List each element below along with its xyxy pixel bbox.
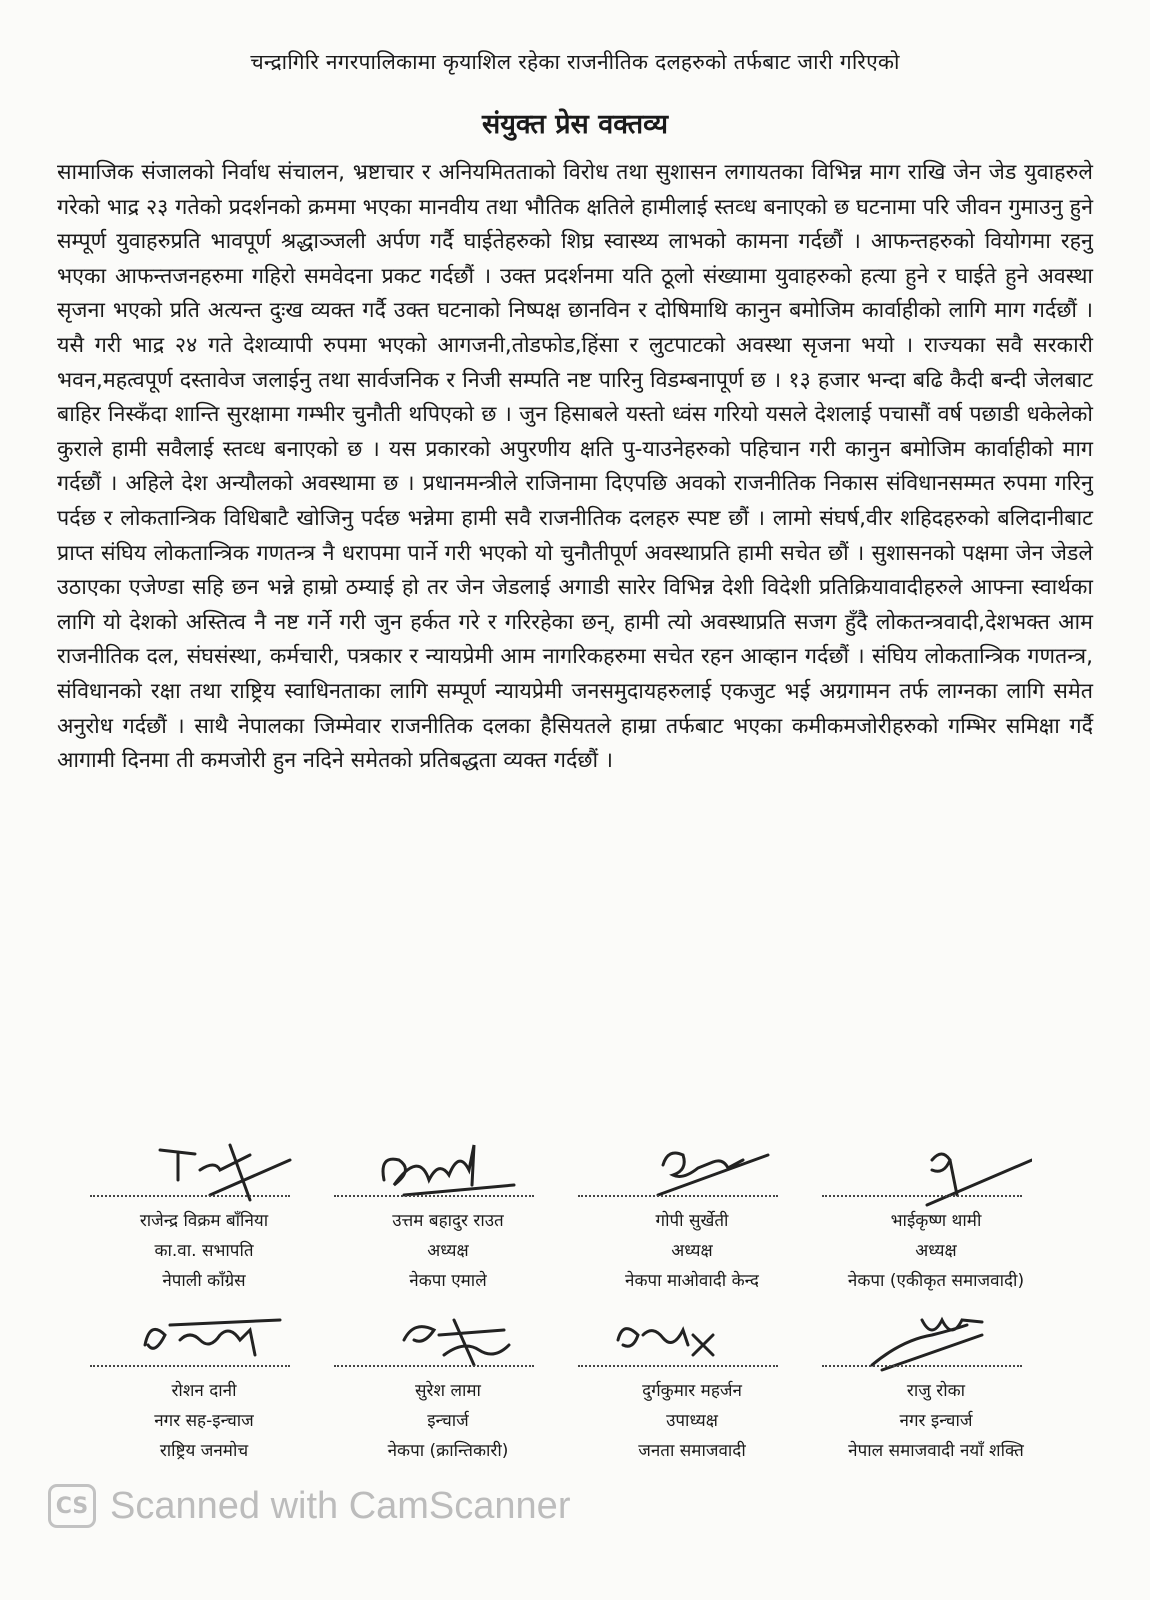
handwritten-signature xyxy=(588,1310,788,1380)
signatory-role: नगर सह-इन्चाज xyxy=(154,1411,254,1431)
statement-body: सामाजिक संजालको निर्वाध संचालन, भ्रष्टाचार र अनियमितताको विरोध तथा सुशासन लगायतका विभिन्न माग राखि जेन जेड युवाहरुले गरेको भाद्र २३ गतेको प्रदर्शनको क्रममा भएका मानवीय तथा भौतिक क्षतिले हामीलाई स्तव्ध बनाएको छ घटनामा परि जीवन गुमाउनु हुने सम्पूर्ण युवाहरुप्रति भावपूर्ण श्रद्धाञ्जली अर्पण गर्दै घाईतेहरुको शिघ्र स्वास्थ्य लाभको कामना गर्दछौं । आफन्तहरुको वियोगमा रहनु भएका आफन्तजनहरुमा गहिरो समवेदना प्रकट गर्दछौं । उक्त प्रदर्शनमा यति ठूलो संख्यामा युवाहरुको हत्या हुने र घाईते हुने अवस्था सृजना भएको प्रति अत्यन्त दुःख व्यक्त गर्दै उक्त घटनाको निष्पक्ष छानविन र दोषिमाथि कानुन बमोजिम कार्वाहीको लागि माग गर्दछौं । यसै गरी भाद्र २४ गते देशव्यापी रुपमा भएको आगजनी,तोडफोड,हिंसा र लुटपाटको अवस्था सृजना भयो । राज्यका सवै सरकारी भवन,महत्वपूर्ण दस्तावेज जलाईनु तथा सार्वजनिक र निजी सम्पति नष्ट पारिनु विडम्बनापूर्ण छ । १३ हजार भन्दा बढि कैदी बन्दी जेलबाट बाहिर निस्कँदा शान्ति सुरक्षामा गम्भीर चुनौती थपिएको छ । जुन हिसाबले यस्तो ध्वंस गरियो यसले देशलाई पचासौं वर्ष पछाडी धकेलेको कुराले हामी सवैलाई स्तव्ध बनाएको छ । यस प्रकारको अपुरणीय क्षति पु-याउनेहरुको पहिचान गरी कानुन बमोजिम कार्वाहीको माग गर्दछौं । अहिले देश अन्यौलको अवस्थामा छ । प्रधानमन्त्रीले राजिनामा दिएपछि अवको राजनीतिक निकास संविधानसम्मत रुपमा गरिनु पर्दछ र लोकतान्त्रिक विधिबाटै खोजिनु पर्दछ भन्नेमा हामी सवै राजनीतिक दलहरु स्पष्ट छौं । लामो संघर्ष,वीर शहिदहरुको बलिदानीबाट प्राप्त संघिय लोकतान्त्रिक गणतन्त्र नै धरापमा पार्ने गरी भएको यो चुनौतीपूर्ण अवस्थाप्रति हामी सचेत छौं । सुशासनको पक्षमा जेन जेडले उठाएका एजेण्डा सहि छन भन्ने हाम्रो ठम्याई हो तर जेन जेडलाई अगाडी सारेर विभिन्न देशी विदेशी प्रतिक्रियावादीहरुले आफ्ना स्वार्थका लागि यो देशको अस्तित्व नै नष्ट गर्ने गरी जुन हर्कत गरे र गरिरहेका छन्, हामी त्यो अवस्थाप्रति सजग हुँदै लोकतन्त्रवादी,देशभक्त आम राजनीतिक दल, संघसंस्था, कर्मचारी, पत्रकार र न्यायप्रेमी आम नागरिकहरुमा सचेत रहन आव्हान गर्दछौं । संघिय लोकतान्त्रिक गणतन्त्र, संविधानको रक्षा तथा राष्ट्रिय स्वाधिनताका लागि सम्पूर्ण न्यायप्रेमी जनसमुदायहरुलाई एकजुट भई अग्रगामन तर्फ लाग्नका लागि समेत अनुरोध गर्दछौं । साथै नेपालका जिम्मेवार राजनीतिक दलका हैसियतले हाम्रा तर्फबाट भएका कमीकमजोरीहरुको गम्भिर समिक्षा गर्दै आगामी दिनमा ती कमजोरी हुन नदिने समेतको प्रतिबद्धता व्यक्त गर्दछौं । xyxy=(57,160,1093,774)
signatory-party: राष्ट्रिय जनमोच xyxy=(159,1441,249,1461)
signatory-party: नेकपा (क्रान्तिकारी) xyxy=(387,1441,509,1461)
signatory-role: इन्चार्ज xyxy=(427,1411,469,1431)
signature-line xyxy=(90,1195,290,1197)
signatory-name: राजु रोका xyxy=(906,1381,966,1401)
signatory-party: नेकपा एमाले xyxy=(409,1271,487,1291)
handwritten-signature xyxy=(588,1140,788,1210)
signatory-name: उत्तम बहादुर राउत xyxy=(392,1211,504,1231)
signatory-party: नेकपा माओवादी केन्द xyxy=(625,1271,759,1291)
signatory-name: सुरेश लामा xyxy=(415,1381,481,1401)
signature-block xyxy=(334,1140,562,1305)
signature-block xyxy=(334,1310,562,1475)
signature-block xyxy=(822,1140,1050,1305)
signatory-role: अध्यक्ष xyxy=(427,1241,469,1261)
signatory-party: नेपाली काँग्रेस xyxy=(162,1271,246,1291)
signature-block xyxy=(578,1140,806,1305)
handwritten-signature xyxy=(344,1140,544,1210)
signatory-party: नेपाल समाजवादी नयाँ शक्ति xyxy=(848,1441,1024,1461)
camscanner-logo-icon: CS xyxy=(48,1484,96,1528)
signatory-role: का.वा. सभापति xyxy=(154,1241,254,1261)
handwritten-signature xyxy=(100,1310,300,1380)
handwritten-signature xyxy=(832,1140,1032,1210)
signature-block xyxy=(578,1310,806,1475)
signatory-name: राजेन्द्र विक्रम बाँनिया xyxy=(139,1211,269,1231)
document-title: संयुक्त प्रेस वक्तव्य xyxy=(482,109,668,140)
signatory-name: गोपी सुर्खेती xyxy=(655,1211,729,1231)
camscanner-watermark xyxy=(48,1480,570,1532)
signature-line xyxy=(90,1365,290,1367)
signature-line xyxy=(578,1365,778,1367)
signature-block xyxy=(90,1310,318,1475)
signatory-role: उपाध्यक्ष xyxy=(666,1411,718,1431)
signatory-party: नेकपा (एकीकृत समाजवादी) xyxy=(847,1271,1025,1291)
signatory-name: दुर्गकुमार महर्जन xyxy=(642,1381,742,1401)
signature-block xyxy=(90,1140,318,1305)
handwritten-signature xyxy=(832,1310,1032,1380)
signatory-party: जनता समाजवादी xyxy=(638,1441,746,1461)
signature-line xyxy=(822,1365,1022,1367)
header-line: चन्द्रागिरि नगरपालिकामा कृयाशिल रहेका राजनीतिक दलहरुको तर्फबाट जारी गरिएको xyxy=(250,50,900,74)
handwritten-signature xyxy=(344,1310,544,1380)
signatory-role: नगर इन्चार्ज xyxy=(899,1411,973,1431)
handwritten-signature xyxy=(100,1140,300,1210)
signature-line xyxy=(334,1365,534,1367)
signature-row-2 xyxy=(90,1310,1050,1475)
signatory-name: भाईकृष्ण थामी xyxy=(890,1211,982,1231)
signature-line xyxy=(334,1195,534,1197)
signature-line xyxy=(578,1195,778,1197)
watermark-text: Scanned with CamScanner xyxy=(110,1484,571,1527)
signatory-role: अध्यक्ष xyxy=(915,1241,957,1261)
signatory-role: अध्यक्ष xyxy=(671,1241,713,1261)
signatory-name: रोशन दानी xyxy=(171,1381,237,1401)
signature-line xyxy=(822,1195,1022,1197)
signature-block xyxy=(822,1310,1050,1475)
signature-row-1 xyxy=(90,1140,1050,1305)
